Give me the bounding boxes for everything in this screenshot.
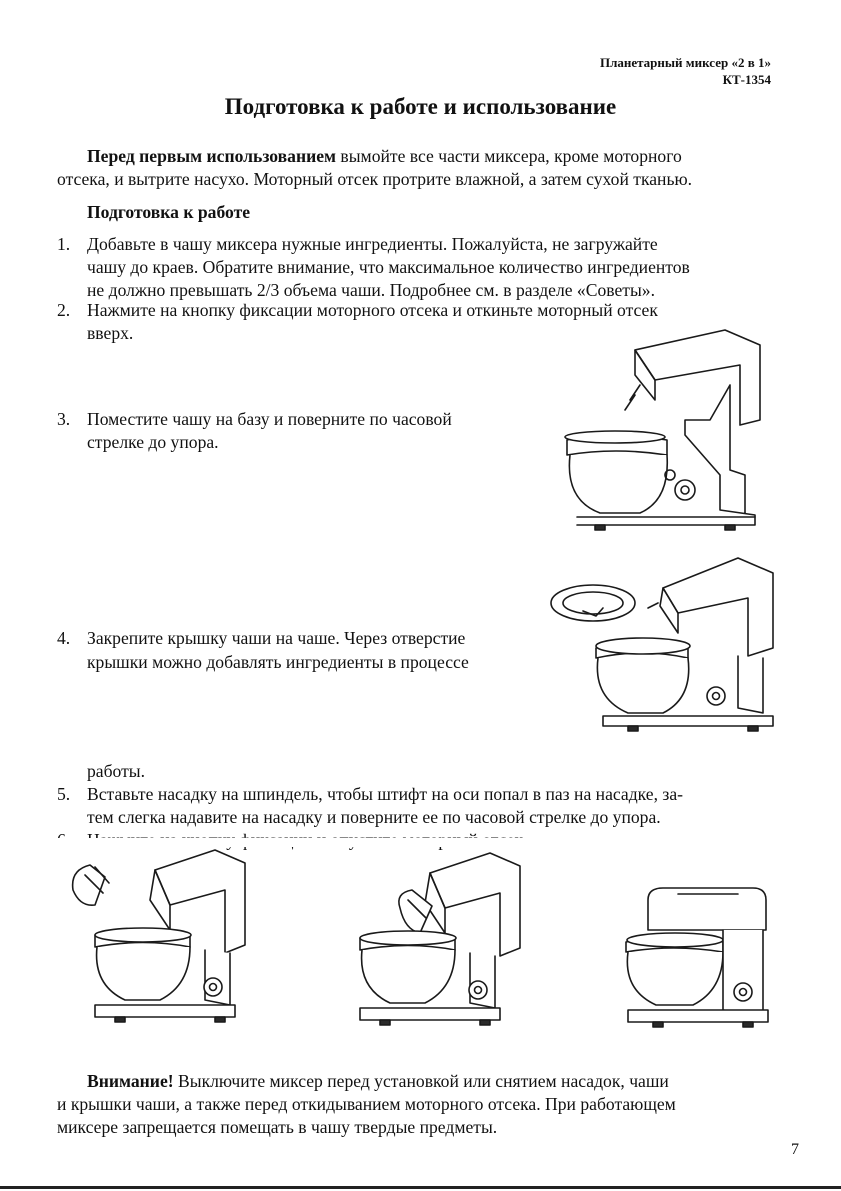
warning-bold: Внимание! [87,1071,174,1091]
step-5-line-1: Вставьте насадку на шпиндель, чтобы штифт на оси попал в паз на насадке, за- [87,784,683,804]
step-5-number: 5. [57,784,71,804]
mixer-attachment-illustration [65,845,255,1030]
step-4-line-3: работы. [87,761,146,781]
intro-line-1-rest: вымойте все части миксера, кроме моторного [336,146,682,166]
intro-line-2: отсека, и вытрите насухо. Моторный отсек протрите влажной, а затем сухой тканью. [57,169,693,189]
step-1-line-1: Добавьте в чашу миксера нужные ингредиенты. Пожалуйста, не загружайте [87,234,658,254]
page-title: Подготовка к работе и использование [224,94,617,119]
step-4-line-1: Закрепите крышку чаши на чаше. Через отверстие [87,628,466,648]
step-4-number: 4. [57,628,71,648]
mixer-head-down-illustration [618,880,778,1035]
intro-bold: Перед первым использованием [87,146,337,166]
mixer-attachment-installed-illustration [340,848,530,1033]
mixer-lid-illustration [548,548,783,733]
intro-line-1 [87,145,682,168]
step-2-number: 2. [57,300,71,320]
step-1-line-3: не должно превышать 2/3 объема чаши. Подробнее см. в разделе «Советы». [87,280,655,300]
bottom-rule [0,1186,841,1189]
step-5-line-2: тем слегка надавите на насадку и поверните ее по часовой стрелке до упора. [87,807,661,827]
page-number: 7 [791,1141,799,1158]
step-3-number: 3. [57,409,71,429]
warning-line-2: и крышки чаши, а также перед откидыванием моторного отсека. При работающем [57,1094,676,1114]
warning-line-3: миксере запрещается помещать в чашу твердые предметы. [57,1117,498,1137]
warning-line-1 [87,1070,669,1093]
model-number: КТ-1354 [722,72,771,87]
step-1-line-2: чашу до краев. Обратите внимание, что максимальное количество ингредиентов [87,257,690,277]
section-heading: Подготовка к работе [87,202,251,222]
step-2-line-1: Нажмите на кнопку фиксации моторного отсека и откиньте моторный отсек [87,300,658,320]
step-3-line-2: стрелке до упора. [87,432,219,452]
warning-line-1-rest: Выключите миксер перед установкой или снятием насадок, чаши [173,1071,669,1091]
step-4-line-2: крышки можно добавлять ингредиенты в процессе [87,652,469,672]
step-1-number: 1. [57,234,71,254]
product-name: Планетарный миксер «2 в 1» [599,55,771,70]
step-3-line-1: Поместите чашу на базу и поверните по часовой [87,409,452,429]
mixer-head-up-illustration [555,325,775,530]
step-2-line-2: вверх. [87,323,134,343]
